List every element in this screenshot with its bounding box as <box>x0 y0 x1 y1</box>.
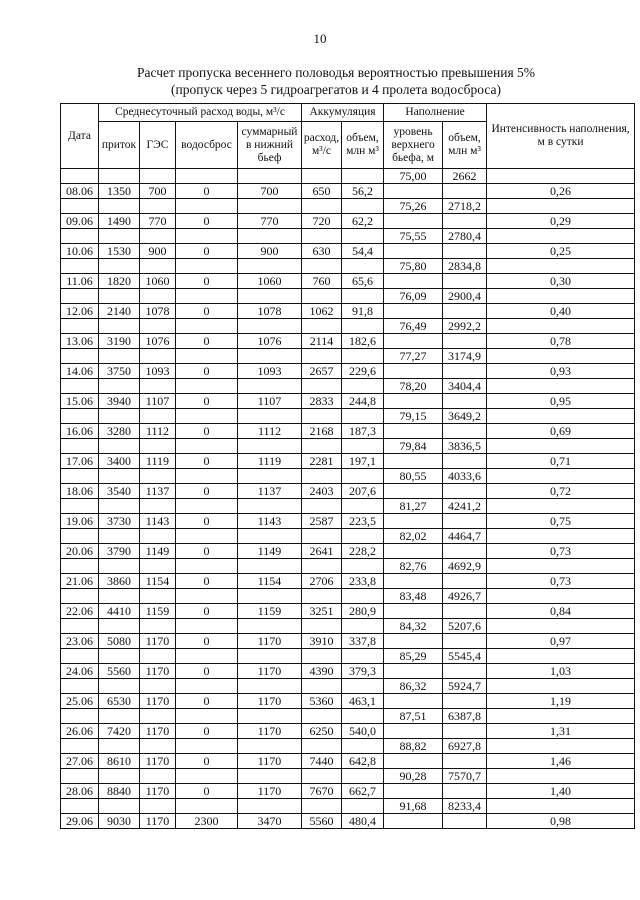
spillway-cell: 2300 <box>176 814 238 829</box>
header-acc-discharge: расход, м³/с <box>302 122 342 169</box>
table-row <box>61 784 635 799</box>
date-cell: 20.06 <box>61 544 99 559</box>
header-fill-volume: объем, млн м³ <box>443 122 487 169</box>
volume-cell: 4926,7 <box>443 589 487 604</box>
acc-discharge-cell: 2657 <box>302 364 342 379</box>
total-downstream-cell: 1119 <box>238 454 302 469</box>
initial-level-row <box>61 169 635 184</box>
header-hpp: ГЭС <box>140 122 176 169</box>
volume-cell: 3836,5 <box>443 439 487 454</box>
level-cell: 85,29 <box>384 649 443 664</box>
level-cell: 76,49 <box>384 319 443 334</box>
total-downstream-cell: 1170 <box>238 724 302 739</box>
table-row <box>61 814 635 829</box>
inflow-cell: 1530 <box>99 244 140 259</box>
acc-discharge-cell: 2281 <box>302 454 342 469</box>
acc-volume-cell: 463,1 <box>342 694 384 709</box>
spillway-cell: 0 <box>176 634 238 649</box>
level-row <box>61 349 635 364</box>
table-row <box>61 484 635 499</box>
level-row <box>61 679 635 694</box>
level-cell: 79,15 <box>384 409 443 424</box>
acc-volume-cell: 229,6 <box>342 364 384 379</box>
hpp-cell: 1076 <box>140 334 176 349</box>
table-row <box>61 244 635 259</box>
acc-volume-cell: 280,9 <box>342 604 384 619</box>
volume-cell: 2992,2 <box>443 319 487 334</box>
date-cell: 16.06 <box>61 424 99 439</box>
intensity-cell: 0,72 <box>487 484 635 499</box>
hpp-cell: 700 <box>140 184 176 199</box>
acc-discharge-cell: 7440 <box>302 754 342 769</box>
date-cell: 09.06 <box>61 214 99 229</box>
date-cell: 15.06 <box>61 394 99 409</box>
date-cell: 19.06 <box>61 514 99 529</box>
total-downstream-cell: 1149 <box>238 544 302 559</box>
spillway-cell: 0 <box>176 694 238 709</box>
initial-volume: 2662 <box>443 169 487 184</box>
total-downstream-cell: 1112 <box>238 424 302 439</box>
spillway-cell: 0 <box>176 724 238 739</box>
hpp-cell: 1107 <box>140 394 176 409</box>
acc-discharge-cell: 650 <box>302 184 342 199</box>
total-downstream-cell: 700 <box>238 184 302 199</box>
volume-cell: 8233,4 <box>443 799 487 814</box>
acc-discharge-cell: 7670 <box>302 784 342 799</box>
volume-cell: 4692,9 <box>443 559 487 574</box>
hpp-cell: 1112 <box>140 424 176 439</box>
level-row <box>61 709 635 724</box>
level-row <box>61 259 635 274</box>
hpp-cell: 1060 <box>140 274 176 289</box>
acc-volume-cell: 207,6 <box>342 484 384 499</box>
acc-discharge-cell: 5560 <box>302 814 342 829</box>
intensity-cell: 1,31 <box>487 724 635 739</box>
date-cell: 18.06 <box>61 484 99 499</box>
inflow-cell: 3940 <box>99 394 140 409</box>
header-upstream-level: уровень верхнего бьефа, м <box>384 122 443 169</box>
volume-cell: 2780,4 <box>443 229 487 244</box>
acc-volume-cell: 187,3 <box>342 424 384 439</box>
table-row <box>61 394 635 409</box>
volume-cell: 7570,7 <box>443 769 487 784</box>
table-row <box>61 544 635 559</box>
level-row <box>61 199 635 214</box>
level-cell: 86,32 <box>384 679 443 694</box>
level-cell: 90,28 <box>384 769 443 784</box>
acc-volume-cell: 65,6 <box>342 274 384 289</box>
inflow-cell: 3540 <box>99 484 140 499</box>
flood-calculation-table <box>60 103 635 829</box>
inflow-cell: 8610 <box>99 754 140 769</box>
inflow-cell: 3730 <box>99 514 140 529</box>
table-row <box>61 694 635 709</box>
date-cell: 23.06 <box>61 634 99 649</box>
date-cell: 29.06 <box>61 814 99 829</box>
intensity-cell: 0,73 <box>487 544 635 559</box>
date-cell: 08.06 <box>61 184 99 199</box>
intensity-cell: 0,95 <box>487 394 635 409</box>
level-row <box>61 619 635 634</box>
acc-discharge-cell: 720 <box>302 214 342 229</box>
acc-volume-cell: 62,2 <box>342 214 384 229</box>
acc-discharge-cell: 2833 <box>302 394 342 409</box>
total-downstream-cell: 1107 <box>238 394 302 409</box>
volume-cell: 3649,2 <box>443 409 487 424</box>
acc-discharge-cell: 630 <box>302 244 342 259</box>
total-downstream-cell: 1170 <box>238 634 302 649</box>
total-downstream-cell: 1170 <box>238 664 302 679</box>
acc-discharge-cell: 2114 <box>302 334 342 349</box>
inflow-cell: 7420 <box>99 724 140 739</box>
level-cell: 75,26 <box>384 199 443 214</box>
acc-volume-cell: 337,8 <box>342 634 384 649</box>
acc-volume-cell: 54,4 <box>342 244 384 259</box>
intensity-cell: 0,69 <box>487 424 635 439</box>
date-cell: 26.06 <box>61 724 99 739</box>
table-row <box>61 724 635 739</box>
hpp-cell: 1170 <box>140 814 176 829</box>
table-row <box>61 604 635 619</box>
hpp-cell: 1159 <box>140 604 176 619</box>
acc-volume-cell: 223,5 <box>342 514 384 529</box>
inflow-cell: 8840 <box>99 784 140 799</box>
intensity-cell: 1,03 <box>487 664 635 679</box>
total-downstream-cell: 1060 <box>238 274 302 289</box>
acc-volume-cell: 480,4 <box>342 814 384 829</box>
table-row <box>61 184 635 199</box>
hpp-cell: 1154 <box>140 574 176 589</box>
inflow-cell: 3190 <box>99 334 140 349</box>
level-row <box>61 739 635 754</box>
inflow-cell: 3400 <box>99 454 140 469</box>
date-cell: 11.06 <box>61 274 99 289</box>
level-row <box>61 319 635 334</box>
total-downstream-cell: 1170 <box>238 754 302 769</box>
intensity-cell: 0,73 <box>487 574 635 589</box>
intensity-cell: 0,25 <box>487 244 635 259</box>
total-downstream-cell: 1159 <box>238 604 302 619</box>
header-total-downstream: суммарный в нижний бьеф <box>238 122 302 169</box>
level-row <box>61 229 635 244</box>
acc-volume-cell: 197,1 <box>342 454 384 469</box>
acc-discharge-cell: 2587 <box>302 514 342 529</box>
spillway-cell: 0 <box>176 784 238 799</box>
page-number: 10 <box>313 31 327 46</box>
inflow-cell: 1490 <box>99 214 140 229</box>
header-intensity: Интенсивность наполнения, м в сутки <box>487 104 635 169</box>
inflow-cell: 4410 <box>99 604 140 619</box>
level-row <box>61 379 635 394</box>
acc-volume-cell: 540,0 <box>342 724 384 739</box>
acc-discharge-cell: 2641 <box>302 544 342 559</box>
spillway-cell: 0 <box>176 274 238 289</box>
total-downstream-cell: 1137 <box>238 484 302 499</box>
table-row <box>61 634 635 649</box>
level-cell: 84,32 <box>384 619 443 634</box>
total-downstream-cell: 1170 <box>238 694 302 709</box>
acc-discharge-cell: 6250 <box>302 724 342 739</box>
inflow-cell: 2140 <box>99 304 140 319</box>
table-row <box>61 214 635 229</box>
intensity-cell: 0,29 <box>487 214 635 229</box>
acc-volume-cell: 182,6 <box>342 334 384 349</box>
intensity-cell: 1,40 <box>487 784 635 799</box>
spillway-cell: 0 <box>176 424 238 439</box>
spillway-cell: 0 <box>176 454 238 469</box>
acc-discharge-cell: 2168 <box>302 424 342 439</box>
inflow-cell: 3750 <box>99 364 140 379</box>
level-row <box>61 409 635 424</box>
table-row <box>61 754 635 769</box>
inflow-cell: 3790 <box>99 544 140 559</box>
level-row <box>61 529 635 544</box>
total-downstream-cell: 1170 <box>238 784 302 799</box>
level-row <box>61 439 635 454</box>
hpp-cell: 1170 <box>140 754 176 769</box>
hpp-cell: 1170 <box>140 664 176 679</box>
date-cell: 21.06 <box>61 574 99 589</box>
header-filling-group: Наполнение <box>384 104 487 122</box>
spillway-cell: 0 <box>176 574 238 589</box>
intensity-cell: 0,75 <box>487 514 635 529</box>
spillway-cell: 0 <box>176 544 238 559</box>
level-cell: 75,55 <box>384 229 443 244</box>
acc-discharge-cell: 2706 <box>302 574 342 589</box>
header-acc-volume: объем, млн м³ <box>342 122 384 169</box>
title-line-1: Расчет пропуска весеннего половодья вероятностью превышения 5% <box>136 65 536 80</box>
intensity-cell: 0,97 <box>487 634 635 649</box>
total-downstream-cell: 3470 <box>238 814 302 829</box>
volume-cell: 2900,4 <box>443 289 487 304</box>
hpp-cell: 1170 <box>140 694 176 709</box>
total-downstream-cell: 900 <box>238 244 302 259</box>
volume-cell: 4241,2 <box>443 499 487 514</box>
acc-volume-cell: 642,8 <box>342 754 384 769</box>
date-cell: 17.06 <box>61 454 99 469</box>
total-downstream-cell: 1143 <box>238 514 302 529</box>
intensity-cell: 0,71 <box>487 454 635 469</box>
level-cell: 82,76 <box>384 559 443 574</box>
volume-cell: 5924,7 <box>443 679 487 694</box>
level-cell: 87,51 <box>384 709 443 724</box>
intensity-cell: 1,46 <box>487 754 635 769</box>
volume-cell: 3174,9 <box>443 349 487 364</box>
inflow-cell: 3280 <box>99 424 140 439</box>
acc-volume-cell: 91,8 <box>342 304 384 319</box>
date-cell: 12.06 <box>61 304 99 319</box>
spillway-cell: 0 <box>176 364 238 379</box>
intensity-cell: 0,40 <box>487 304 635 319</box>
acc-volume-cell: 56,2 <box>342 184 384 199</box>
acc-volume-cell: 233,8 <box>342 574 384 589</box>
acc-discharge-cell: 5360 <box>302 694 342 709</box>
table-row <box>61 334 635 349</box>
document-title <box>0 64 640 98</box>
intensity-cell: 1,19 <box>487 694 635 709</box>
total-downstream-cell: 1078 <box>238 304 302 319</box>
spillway-cell: 0 <box>176 514 238 529</box>
header-accumulation-group: Аккумуляция <box>302 104 384 122</box>
table-row <box>61 664 635 679</box>
intensity-cell: 0,26 <box>487 184 635 199</box>
acc-discharge-cell: 3910 <box>302 634 342 649</box>
date-cell: 10.06 <box>61 244 99 259</box>
table-row <box>61 304 635 319</box>
spillway-cell: 0 <box>176 214 238 229</box>
spillway-cell: 0 <box>176 244 238 259</box>
hpp-cell: 1143 <box>140 514 176 529</box>
level-cell: 75,80 <box>384 259 443 274</box>
acc-volume-cell: 379,3 <box>342 664 384 679</box>
date-cell: 25.06 <box>61 694 99 709</box>
date-cell: 27.06 <box>61 754 99 769</box>
inflow-cell: 1350 <box>99 184 140 199</box>
table-row <box>61 364 635 379</box>
hpp-cell: 1170 <box>140 784 176 799</box>
level-cell: 88,82 <box>384 739 443 754</box>
inflow-cell: 5560 <box>99 664 140 679</box>
inflow-cell: 1820 <box>99 274 140 289</box>
acc-discharge-cell: 4390 <box>302 664 342 679</box>
header-inflow: приток <box>99 122 140 169</box>
hpp-cell: 770 <box>140 214 176 229</box>
intensity-cell: 0,30 <box>487 274 635 289</box>
level-cell: 81,27 <box>384 499 443 514</box>
level-cell: 80,55 <box>384 469 443 484</box>
level-row <box>61 799 635 814</box>
date-cell: 24.06 <box>61 664 99 679</box>
spillway-cell: 0 <box>176 754 238 769</box>
date-cell: 28.06 <box>61 784 99 799</box>
level-cell: 91,68 <box>384 799 443 814</box>
volume-cell: 3404,4 <box>443 379 487 394</box>
initial-level: 75,00 <box>384 169 443 184</box>
hpp-cell: 1119 <box>140 454 176 469</box>
spillway-cell: 0 <box>176 394 238 409</box>
date-cell: 13.06 <box>61 334 99 349</box>
date-cell: 14.06 <box>61 364 99 379</box>
hpp-cell: 900 <box>140 244 176 259</box>
acc-volume-cell: 662,7 <box>342 784 384 799</box>
level-row <box>61 499 635 514</box>
date-cell: 22.06 <box>61 604 99 619</box>
volume-cell: 5207,6 <box>443 619 487 634</box>
intensity-cell: 0,98 <box>487 814 635 829</box>
level-row <box>61 469 635 484</box>
spillway-cell: 0 <box>176 484 238 499</box>
hpp-cell: 1078 <box>140 304 176 319</box>
intensity-cell: 0,84 <box>487 604 635 619</box>
header-discharge-group: Среднесуточный расход воды, м³/с <box>99 104 302 122</box>
spillway-cell: 0 <box>176 664 238 679</box>
level-cell: 76,09 <box>384 289 443 304</box>
table-row <box>61 424 635 439</box>
inflow-cell: 3860 <box>99 574 140 589</box>
hpp-cell: 1149 <box>140 544 176 559</box>
acc-volume-cell: 228,2 <box>342 544 384 559</box>
header-spillway: водосброс <box>176 122 238 169</box>
acc-discharge-cell: 2403 <box>302 484 342 499</box>
volume-cell: 4464,7 <box>443 529 487 544</box>
table-body <box>61 169 635 829</box>
hpp-cell: 1093 <box>140 364 176 379</box>
acc-volume-cell: 244,8 <box>342 394 384 409</box>
level-row <box>61 649 635 664</box>
hpp-cell: 1170 <box>140 724 176 739</box>
inflow-cell: 9030 <box>99 814 140 829</box>
table-row <box>61 454 635 469</box>
level-cell: 77,27 <box>384 349 443 364</box>
table-row <box>61 574 635 589</box>
intensity-cell: 0,93 <box>487 364 635 379</box>
level-row <box>61 289 635 304</box>
inflow-cell: 6530 <box>99 694 140 709</box>
level-row <box>61 559 635 574</box>
level-cell: 83,48 <box>384 589 443 604</box>
inflow-cell: 5080 <box>99 634 140 649</box>
acc-discharge-cell: 760 <box>302 274 342 289</box>
hpp-cell: 1170 <box>140 634 176 649</box>
total-downstream-cell: 1076 <box>238 334 302 349</box>
volume-cell: 6927,8 <box>443 739 487 754</box>
volume-cell: 2718,2 <box>443 199 487 214</box>
header-date: Дата <box>61 104 99 169</box>
level-cell: 79,84 <box>384 439 443 454</box>
hpp-cell: 1137 <box>140 484 176 499</box>
total-downstream-cell: 770 <box>238 214 302 229</box>
spillway-cell: 0 <box>176 304 238 319</box>
level-row <box>61 589 635 604</box>
level-cell: 82,02 <box>384 529 443 544</box>
volume-cell: 4033,6 <box>443 469 487 484</box>
spillway-cell: 0 <box>176 604 238 619</box>
title-line-2: (пропуск через 5 гидроагрегатов и 4 пролета водосброса) <box>171 82 501 97</box>
level-row <box>61 769 635 784</box>
table-row <box>61 514 635 529</box>
intensity-cell: 0,78 <box>487 334 635 349</box>
level-cell: 78,20 <box>384 379 443 394</box>
volume-cell: 2834,8 <box>443 259 487 274</box>
volume-cell: 6387,8 <box>443 709 487 724</box>
volume-cell: 5545,4 <box>443 649 487 664</box>
table-row <box>61 274 635 289</box>
acc-discharge-cell: 3251 <box>302 604 342 619</box>
acc-discharge-cell: 1062 <box>302 304 342 319</box>
spillway-cell: 0 <box>176 184 238 199</box>
total-downstream-cell: 1154 <box>238 574 302 589</box>
total-downstream-cell: 1093 <box>238 364 302 379</box>
spillway-cell: 0 <box>176 334 238 349</box>
